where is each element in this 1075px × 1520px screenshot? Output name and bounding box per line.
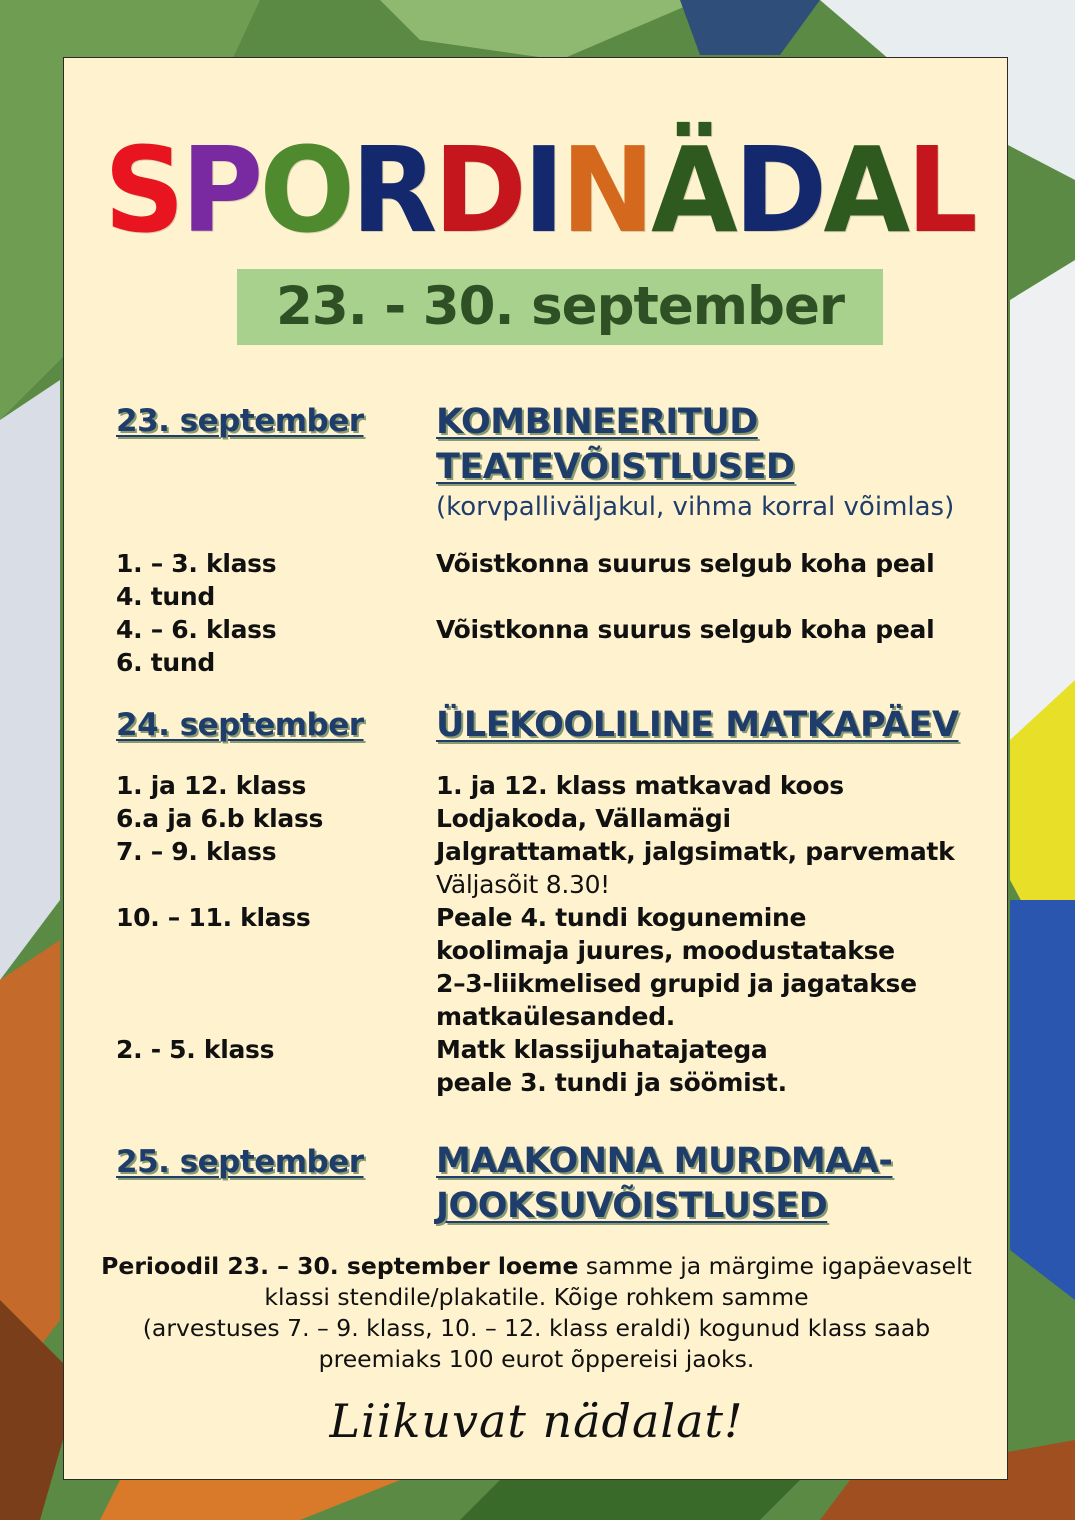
- footer-line2: klassi stendile/plakatile. Kõige rohkem samme: [264, 1283, 809, 1311]
- step-challenge-text: [84, 1251, 989, 1375]
- day2-group: 2. - 5. klass: [116, 1035, 275, 1064]
- day2-event: ÜLEKOOLILINE MATKAPÄEV: [436, 705, 959, 745]
- day2-detail: Matk klassijuhatajatega: [436, 1035, 768, 1064]
- title-letter: Ä: [651, 121, 735, 259]
- title-letter: O: [259, 121, 352, 259]
- date-range-banner: 23. - 30. september: [237, 269, 883, 345]
- title-letter: A: [823, 121, 907, 259]
- day2-detail: 2–3-liikmelised grupid ja jagatakse: [436, 969, 917, 998]
- day3-event-line2: JOOKSUVÕISTLUSED: [436, 1186, 828, 1226]
- day2-group: 1. ja 12. klass: [116, 771, 307, 800]
- day2-detail: Peale 4. tundi kogunemine: [436, 903, 807, 932]
- title-letter: S: [104, 121, 182, 259]
- title-letter: I: [522, 121, 561, 259]
- title-letter: P: [181, 121, 260, 259]
- title-letter: L: [906, 121, 975, 259]
- day2-detail: koolimaja juures, moodustatakse: [436, 936, 895, 965]
- day1-event-line1: KOMBINEERITUD: [436, 402, 758, 442]
- title-letter: D: [433, 121, 523, 259]
- day2-detail: Jalgrattamatk, jalgsimatk, parvematk: [436, 837, 955, 866]
- footer-line4: preemiaks 100 eurot õppereisi jaoks.: [318, 1345, 755, 1373]
- day1-detail: Võistkonna suurus selgub koha peal: [436, 549, 935, 578]
- title-letter: N: [560, 121, 652, 259]
- day2-detail: matkaülesanded.: [436, 1002, 675, 1031]
- day1-group: 4. – 6. klass: [116, 615, 277, 644]
- day1-group: 6. tund: [116, 648, 215, 677]
- day1-date: 23. september: [116, 403, 364, 439]
- footer-line1: samme ja märgime igapäevaselt: [578, 1252, 972, 1280]
- day2-group: 7. – 9. klass: [116, 837, 277, 866]
- footer-line3: (arvestuses 7. – 9. klass, 10. – 12. klass eraldi) kogunud klass saab: [142, 1314, 931, 1342]
- closing-signature: Liikuvat nädalat!: [329, 1394, 744, 1448]
- day1-detail: Võistkonna suurus selgub koha peal: [436, 615, 935, 644]
- day3-date: 25. september: [116, 1144, 364, 1180]
- day2-detail: Väljasõit 8.30!: [436, 870, 610, 899]
- day2-group: 10. – 11. klass: [116, 903, 311, 932]
- day2-group: 6.a ja 6.b klass: [116, 804, 324, 833]
- day2-detail: peale 3. tundi ja söömist.: [436, 1068, 787, 1097]
- day2-detail: 1. ja 12. klass matkavad koos: [436, 771, 844, 800]
- day3-event-line1: MAAKONNA MURDMAA-: [436, 1141, 893, 1181]
- day2-date: 24. september: [116, 707, 364, 743]
- title-letter: D: [734, 121, 824, 259]
- day1-location-note: (korvpalliväljakul, vihma korral võimlas): [436, 492, 955, 522]
- poster-title: [104, 121, 975, 259]
- day1-group: 4. tund: [116, 582, 215, 611]
- day1-group: 1. – 3. klass: [116, 549, 277, 578]
- title-letter: R: [351, 121, 434, 259]
- footer-bold: Perioodil 23. – 30. september loeme: [101, 1252, 579, 1280]
- poster: [63, 57, 1008, 1480]
- day1-event-line2: TEATEVÕISTLUSED: [436, 447, 795, 487]
- day2-detail: Lodjakoda, Vällamägi: [436, 804, 731, 833]
